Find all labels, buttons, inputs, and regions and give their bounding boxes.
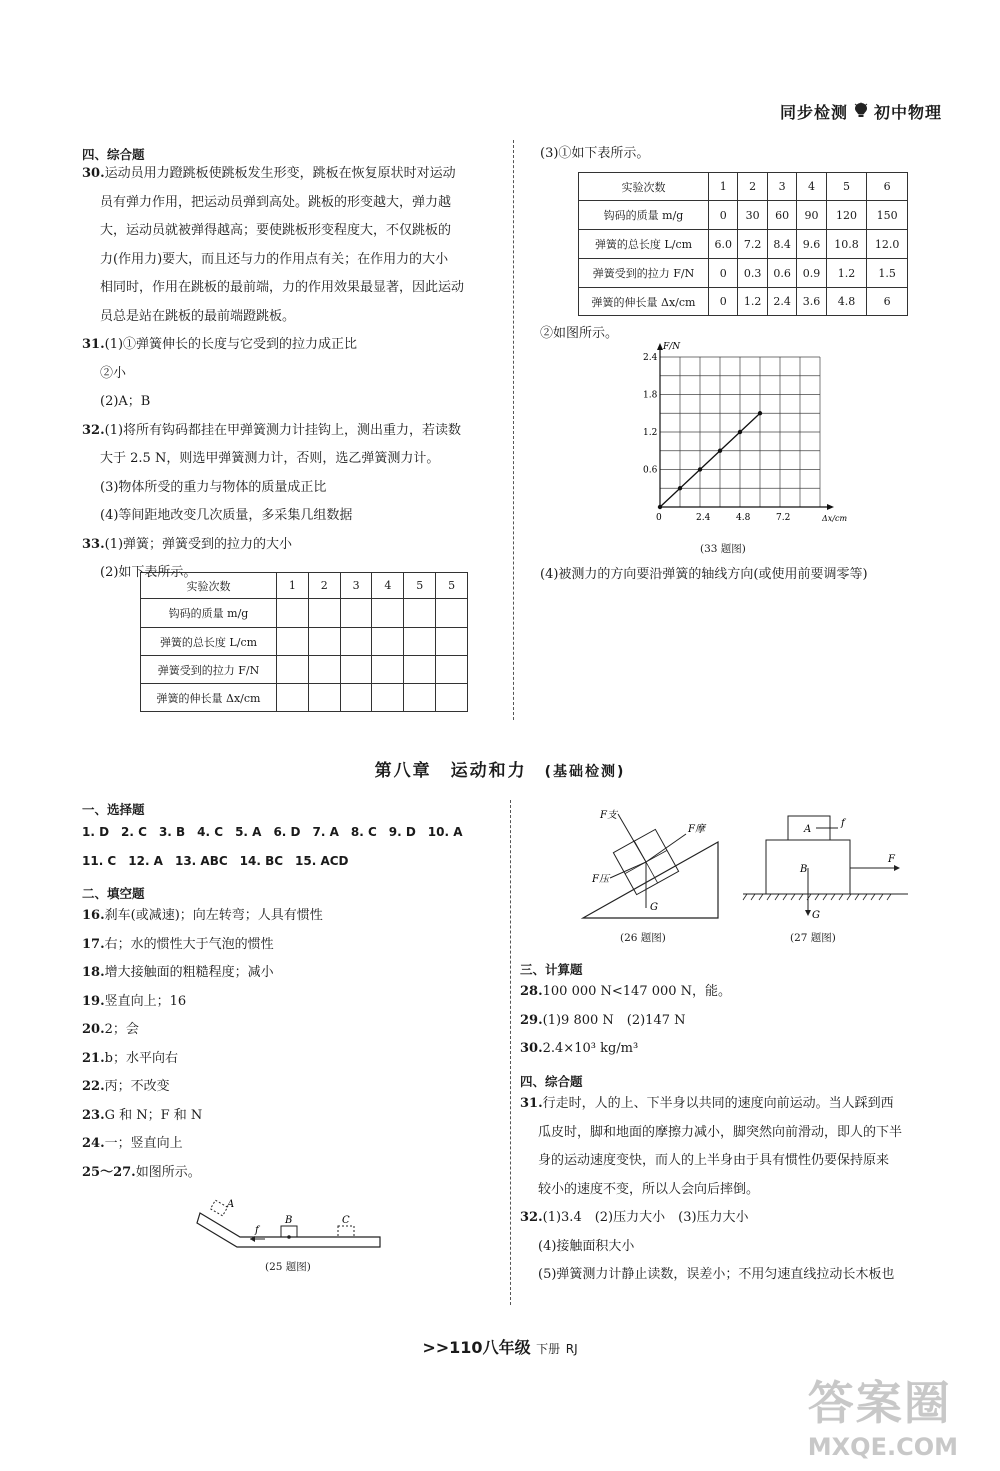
data-point <box>678 486 682 490</box>
fill-number: 19. <box>82 993 105 1009</box>
q30-line: 员有弹力作用，把运动员弹到高处。跳板的形变越大，弹力越 <box>100 194 452 210</box>
calc-answers <box>520 978 950 1064</box>
q33-line: (2)如下表所示。 <box>100 565 197 580</box>
q33-4-answer: (4)被测力的方向要沿弹簧的轴线方向(或使用前要调零等) <box>540 567 868 582</box>
f-dx-chart <box>630 342 848 532</box>
q30-answer: 2.4×10³ kg/m³ <box>542 1041 639 1056</box>
q29-number: 29. <box>520 1012 543 1028</box>
table-cell: 1.5 <box>867 259 908 288</box>
choice-answers-row: 11. C 12. A 13. ABC 14. BC 15. ACD <box>82 854 349 868</box>
section-heading-choice: 一、选择题 <box>82 802 145 817</box>
q33-number: 33. <box>82 536 105 552</box>
q32-line: (1)将所有钩码都挂在甲弹簧测力计挂钩上，测出重力，若读数 <box>104 422 462 438</box>
q30-line: 力(作用力)要大，而且还与力的作用点有关；在作用力的大小 <box>100 251 449 267</box>
fill-number: 20. <box>82 1022 105 1037</box>
table-row <box>579 288 908 316</box>
figure-26 <box>578 800 728 925</box>
table-cell: 3 <box>767 173 796 201</box>
data-point <box>718 449 722 453</box>
label-f-pressure: F压 <box>592 874 609 885</box>
block-c <box>338 1226 354 1237</box>
table-cell: 6 <box>867 173 908 201</box>
table-cell: 1.2 <box>738 288 767 316</box>
table-cell: 1 <box>709 173 738 201</box>
fill-answer: 右；水的惯性大于气泡的惯性 <box>104 936 274 952</box>
x-axis-label: Δx/cm <box>822 514 848 523</box>
page-number: 110 <box>449 1338 483 1357</box>
table-cell: 4 <box>797 173 826 201</box>
table-cell: 0.6 <box>767 259 796 288</box>
graph-intro: ②如图所示。 <box>540 326 619 341</box>
q30-line: 相同时，作用在跳板的最前端，力的作用效果最显著，因此运动 <box>100 280 465 295</box>
section-heading-comprehensive-2: 四、综合题 <box>520 1074 583 1089</box>
table-cell: 钩码的质量 m/g <box>141 599 277 628</box>
fill-number: 23. <box>82 1107 105 1123</box>
q31-line: ②小 <box>100 365 127 381</box>
fill-answer: 2；会 <box>104 1022 139 1037</box>
point-b <box>287 1235 291 1239</box>
fill-number: 24. <box>82 1136 105 1151</box>
table-cell: 钩码的质量 m/g <box>579 201 709 230</box>
q32-line: 大于 2.5 N，则选甲弹簧测力计，否则，选乙弹簧测力计。 <box>100 451 440 466</box>
friction-arrow <box>646 834 686 862</box>
table-cell: 3.6 <box>797 288 826 316</box>
table-cell: 弹簧的伸长量 Δx/cm <box>141 684 277 712</box>
q32-number: 32. <box>82 422 105 438</box>
q28-number: 28. <box>520 984 543 999</box>
section-heading-fill: 二、填空题 <box>82 886 145 901</box>
x-axis-arrowhead <box>827 504 834 510</box>
q30-line: 大，运动员就被弹得越高；要使跳板形变程度大，不仅跳板的 <box>100 223 452 238</box>
footer-arrow: >> <box>422 1338 450 1357</box>
q32-line: (3)物体所受的重力与物体的质量成正比 <box>100 479 327 495</box>
watermark <box>808 1367 958 1461</box>
q32-line: (5)弹簧测力计静止读数，误差小；不用匀速直线拉动长木板也 <box>538 1267 895 1282</box>
filled-data-table <box>578 172 908 316</box>
table-cell: 4 <box>372 573 404 599</box>
chapter-name: 第八章 运动和力 <box>374 761 527 781</box>
fill-number: 21. <box>82 1050 105 1066</box>
q31-line: (1)①弹簧伸长的长度与它受到的拉力成正比 <box>104 337 358 352</box>
table-cell: 8.4 <box>767 230 796 259</box>
fill-number: 18. <box>82 965 105 980</box>
label-f-cap: F <box>888 854 895 865</box>
chart-caption: (33 题图) <box>700 543 746 555</box>
column-divider-top <box>513 140 514 720</box>
table-cell: 5 <box>436 573 468 599</box>
fill-answer: 丙；不改变 <box>104 1079 170 1094</box>
volume: 下册 <box>536 1342 561 1356</box>
table-row <box>579 230 908 259</box>
q32-line: (1)3.4 (2)压力大小 (3)压力大小 <box>542 1210 749 1225</box>
figure-25-caption: (25 题图) <box>265 1261 311 1273</box>
label-g: G <box>812 910 820 921</box>
q31-line: 行走时，人的上、下半身以共同的速度向前运动。当人踩到西 <box>542 1096 894 1111</box>
watermark-url: MXQE.COM <box>807 1433 958 1461</box>
label-b: B <box>800 864 808 875</box>
table-cell: 30 <box>738 201 767 230</box>
table-cell: 10.8 <box>826 230 867 259</box>
label-f-friction: F摩 <box>688 824 705 835</box>
q29-answer: (1)9 800 N (2)147 N <box>542 1012 686 1028</box>
table-row <box>579 259 908 288</box>
table-cell: 2 <box>308 573 340 599</box>
table-row <box>579 173 908 201</box>
empty-data-table <box>140 572 468 712</box>
label-c: C <box>342 1215 350 1226</box>
data-point <box>758 411 762 415</box>
table-cell: 6 <box>867 288 908 316</box>
table-cell: 0 <box>709 288 738 316</box>
table-cell: 12.0 <box>867 230 908 259</box>
table-cell: 150 <box>867 201 908 230</box>
q30-block <box>82 160 507 588</box>
table-cell: 3 <box>340 573 372 599</box>
label-b: B <box>285 1215 293 1226</box>
figure-27 <box>738 808 913 923</box>
table-cell: 实验次数 <box>141 573 277 599</box>
q30-number: 30. <box>520 1041 543 1056</box>
table-cell: 90 <box>797 201 826 230</box>
figure-26-caption: (26 题图) <box>620 932 666 944</box>
q31-line: 身的运动速度变快，而人的上半身由于具有惯性仍要保持原来 <box>538 1153 890 1168</box>
data-point <box>738 430 742 434</box>
x-tick-label: 0 <box>656 513 662 523</box>
chapter-subtitle: (基础检测) <box>544 764 626 780</box>
choice-answers-row: 1. D 2. C 3. B 4. C 5. A 6. D 7. A 8. C 9. D 10. A <box>82 825 463 839</box>
q31-line: (2)A；B <box>100 394 151 409</box>
page-footer <box>0 1335 1000 1358</box>
q33-3-intro: (3)①如下表所示。 <box>540 146 650 161</box>
fill-number: 22. <box>82 1079 105 1094</box>
data-point <box>658 505 662 509</box>
data-point <box>698 467 702 471</box>
watermark-logo: 答案圈 <box>807 1376 952 1430</box>
y-tick-label: 0.6 <box>643 465 658 476</box>
fill-answer: 如图所示。 <box>135 1164 201 1180</box>
section-heading-calc: 三、计算题 <box>520 962 583 977</box>
grade: 八年级 <box>482 1338 531 1357</box>
table-cell: 弹簧受到的拉力 F/N <box>579 259 709 288</box>
fill-number: 16. <box>82 908 105 923</box>
fill-answer: b；水平向右 <box>104 1050 178 1066</box>
table-cell: 1.2 <box>826 259 867 288</box>
table-cell: 2 <box>738 173 767 201</box>
q32-line: (4)接触面积大小 <box>538 1238 635 1254</box>
table-cell: 0 <box>709 201 738 230</box>
table-row <box>579 201 908 230</box>
lightbulb-icon <box>854 102 868 122</box>
arrowhead <box>805 910 811 916</box>
label-f-support: F支 <box>600 810 617 821</box>
q33-line: (1)弹簧；弹簧受到的拉力的大小 <box>104 536 293 552</box>
q28-answer: 100 000 N<147 000 N，能。 <box>542 984 732 999</box>
q31-number: 31. <box>82 337 105 352</box>
x-tick-label: 7.2 <box>776 513 791 523</box>
table-cell: 弹簧的总长度 L/cm <box>141 628 277 656</box>
section-heading-comprehensive: 四、综合题 <box>82 147 145 162</box>
q30-number: 30. <box>82 166 105 181</box>
pressure-arrow <box>610 862 646 878</box>
y-tick-label: 1.2 <box>643 428 658 438</box>
q31-line: 较小的速度不变，所以人会向后摔倒。 <box>538 1181 760 1197</box>
table-cell: 弹簧受到的拉力 F/N <box>141 656 277 684</box>
label-g: G <box>650 902 658 913</box>
table-cell: 60 <box>767 201 796 230</box>
y-tick-label: 1.8 <box>643 390 658 401</box>
table-cell: 0.3 <box>738 259 767 288</box>
q30-line: 运动员用力蹬跳板使跳板发生形变，跳板在恢复原状时对运动 <box>104 166 456 181</box>
block-a <box>210 1200 227 1216</box>
fill-number: 17. <box>82 936 105 952</box>
q30-line: 员总是站在跳板的最前端蹬跳板。 <box>100 308 296 324</box>
fill-number: 25～27. <box>82 1164 136 1180</box>
chapter-title <box>0 756 1000 781</box>
label-a: A <box>804 824 812 835</box>
table-cell: 5 <box>404 573 436 599</box>
q32-number: 32. <box>520 1210 543 1225</box>
header-right: 初中物理 <box>873 103 942 122</box>
table-cell: 9.6 <box>797 230 826 259</box>
normal-force-arrow <box>618 814 646 862</box>
comprehensive-answers <box>520 1090 960 1290</box>
y-axis-label: F/N <box>663 342 681 352</box>
fill-answers <box>82 902 323 1187</box>
table-cell: 5 <box>826 173 867 201</box>
x-tick-label: 2.4 <box>696 513 711 523</box>
page-header <box>780 100 942 123</box>
q32-line: (4)等间距地改变几次质量，多采集几组数据 <box>100 508 353 523</box>
fill-answer: 刹车(或减速)；向左转弯；人具有惯性 <box>104 908 323 923</box>
table-cell: 弹簧的伸长量 Δx/cm <box>579 288 709 316</box>
fill-answer: 一；竖直向上 <box>104 1136 183 1151</box>
table-cell: 1 <box>277 573 309 599</box>
edition: RJ <box>565 1342 578 1356</box>
ground-hatching <box>743 894 891 900</box>
header-left: 同步检测 <box>779 103 848 122</box>
q31-number: 31. <box>520 1096 543 1111</box>
series-line <box>660 413 760 507</box>
fill-answer: G 和 N；F 和 N <box>104 1107 203 1123</box>
table-cell: 4.8 <box>826 288 867 316</box>
table-cell: 0 <box>709 259 738 288</box>
column-divider-bottom <box>510 800 511 1305</box>
label-f: f <box>255 1225 259 1236</box>
y-tick-label: 2.4 <box>643 353 658 363</box>
table-cell: 7.2 <box>738 230 767 259</box>
table-cell: 实验次数 <box>579 173 709 201</box>
table-cell: 2.4 <box>767 288 796 316</box>
fill-answer: 增大接触面的粗糙程度；减小 <box>104 965 274 980</box>
label-a: A <box>227 1199 235 1210</box>
table-cell: 120 <box>826 201 867 230</box>
figure-27-caption: (27 题图) <box>790 932 836 944</box>
q31-line: 瓜皮时，脚和地面的摩擦力减小，脚突然向前滑动，即人的下半 <box>538 1124 903 1140</box>
table-cell: 弹簧的总长度 L/cm <box>579 230 709 259</box>
fill-answer: 竖直向上；16 <box>104 993 187 1009</box>
figure-25 <box>195 1195 385 1255</box>
label-f: f <box>841 818 845 829</box>
table-cell: 0.9 <box>797 259 826 288</box>
x-tick-label: 4.8 <box>736 513 751 523</box>
table-cell: 6.0 <box>709 230 738 259</box>
arrowhead <box>894 865 900 871</box>
